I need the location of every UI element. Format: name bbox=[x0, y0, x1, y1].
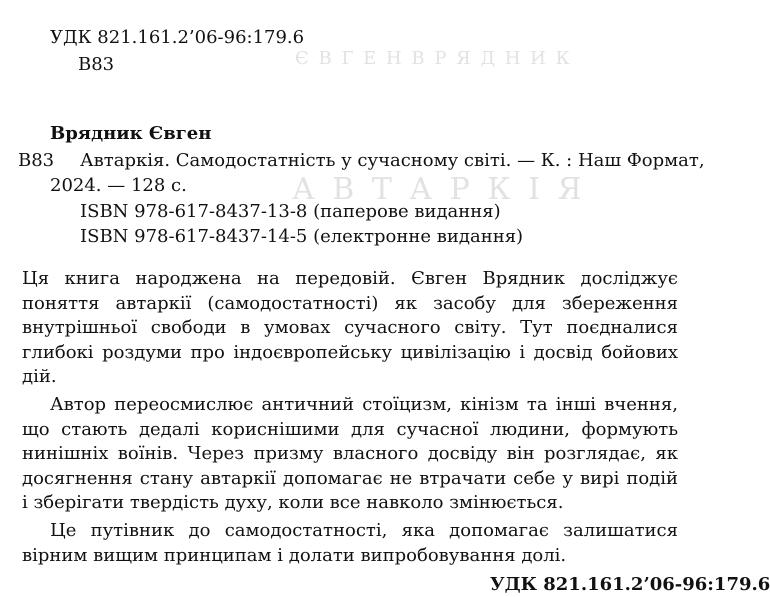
isbn-electronic: ISBN 978-617-8437-14-5 (електронне видання) bbox=[80, 226, 524, 247]
udk-code: УДК 821.161.2’06-96:179.6 bbox=[50, 27, 305, 48]
library-sign: В83 bbox=[18, 150, 55, 171]
show-through-text: А В Т А Р К І Я bbox=[292, 172, 586, 207]
abstract-paragraph: Ця книга народжена на передовій. Євген Врядник досліджує поняття автаркії (самодостатності) як засобу для збереження внутрішньої свободи в умовах сучасного світу. Тут поєдналися глибокі роздуми про індоєвропейську цивілізацію і досвід бойових дій. bbox=[22, 268, 678, 388]
author-sign: В83 bbox=[78, 54, 115, 75]
author-name: Врядник Євген bbox=[50, 123, 212, 144]
book-abstract bbox=[22, 267, 678, 568]
show-through-text: Є В Г Е Н В Р Я Д Н И К bbox=[295, 48, 572, 69]
isbn-print: ISBN 978-617-8437-13-8 (паперове видання) bbox=[80, 201, 501, 222]
bibliographic-title: Автаркія. Самодостатність у сучасному світі. — К. : Наш Формат, bbox=[80, 150, 705, 171]
abstract-paragraph: Це путівник до самодостатності, яка допомагає залишатися вірним вищим принципам і долати випробовування долі. bbox=[22, 519, 678, 566]
publication-details: 2024. — 128 с. bbox=[50, 175, 187, 196]
footer-udk: УДК 821.161.2’06-96:179.6 bbox=[490, 574, 770, 595]
abstract-paragraph: Автор переосмислює античний стоїцизм, кінізм та інші вчення, що стають дедалі кориснішими для сучасної людини, формують нинішніх воїнів. Через призму власного досвіду він розглядає, як досягнення стану автаркії допомагає не втрачати себе у вирі подій і зберігати твердість духу, коли все навколо змінюється. bbox=[22, 393, 678, 514]
